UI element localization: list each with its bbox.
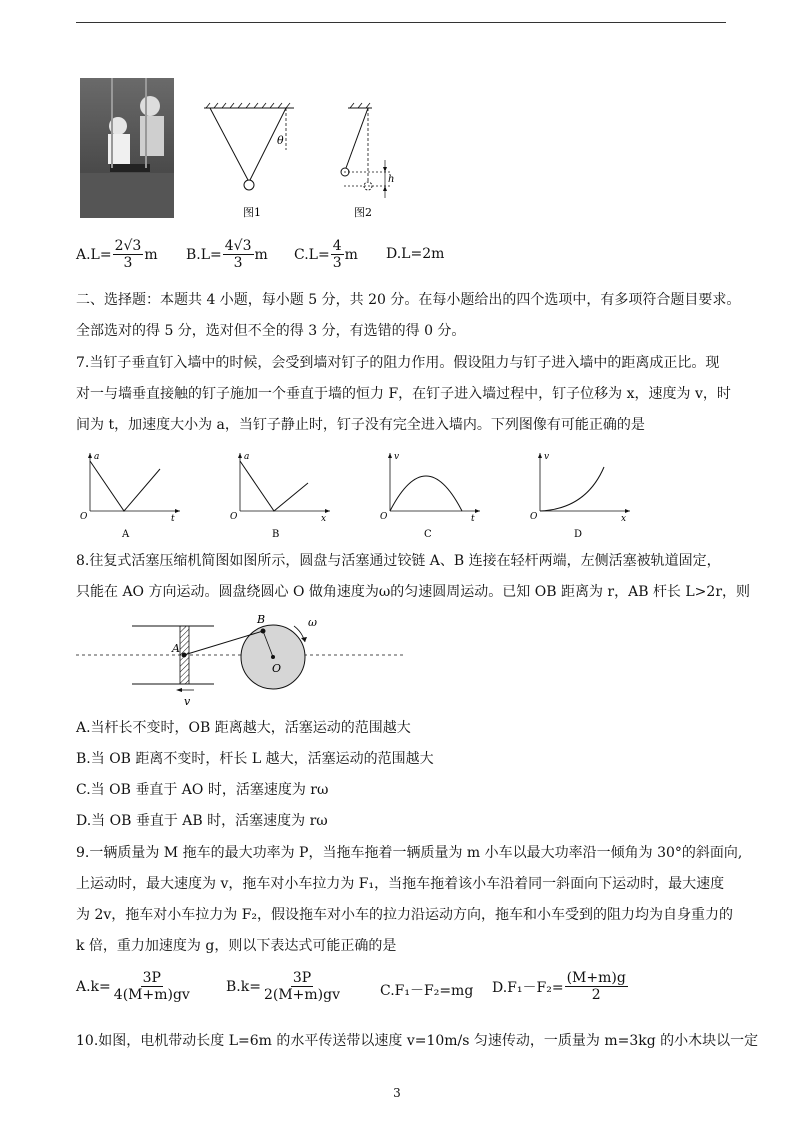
svg-text:O: O xyxy=(80,512,88,522)
q9-line-2: 上运动时，最大速度为 v，拖车对小车拉力为 F₁，当拖车拖着该小车沿着同一斜面向下运动时，最大速度 xyxy=(76,876,725,892)
svg-text:a: a xyxy=(94,452,100,462)
q7-graph-d xyxy=(526,447,636,542)
q8-option-b: B.当 OB 距离不变时，杆长 L 越大，活塞运动的范围越大 xyxy=(76,751,434,767)
figure-1 xyxy=(200,100,300,220)
q9-line-4: k 倍，重力加速度为 g，则以下表达式可能正确的是 xyxy=(76,938,397,954)
svg-text:t: t xyxy=(471,514,475,524)
label-b: B xyxy=(257,613,266,626)
h-label: h xyxy=(388,174,395,185)
label-o: O xyxy=(272,662,282,675)
q9-option-b: B.k= $\frac{3P}{2(M+m)gv}$ xyxy=(226,970,340,1003)
q7-graph-b-label: B xyxy=(272,529,280,540)
page-number: 3 xyxy=(393,1086,401,1100)
q6-option-d: D.L=2m xyxy=(386,246,445,262)
section-2-line-1: 二、选择题：本题共 4 小题，每小题 5 分，共 20 分。在每小题给出的四个选项中，有多项符合题目要求。 xyxy=(76,292,741,308)
figure-2-caption: 图2 xyxy=(354,206,372,219)
svg-text:O: O xyxy=(230,512,238,522)
svg-text:a: a xyxy=(244,452,250,462)
q7-graph-a xyxy=(76,447,186,542)
q6-option-c: C.L= $\frac{4}{3}$ m xyxy=(294,238,358,271)
q7-graph-a-label: A xyxy=(122,529,130,540)
q10-line-1: 10.如图，电机带动长度 L=6m 的水平传送带以速度 v=10m/s 匀速传动，一质量为 m=3kg 的小木块以一定 xyxy=(76,1033,759,1049)
q9-line-1: 9.一辆质量为 M 拖车的最大功率为 P，当拖车拖着一辆质量为 m 小车以最大功率沿一倾角为 30°的斜面向, xyxy=(76,845,743,861)
q9-option-d: D.F₁－F₂= $\frac{(M+m)g}{2}$ xyxy=(492,970,626,1003)
q8-line-1: 8.往复式活塞压缩机简图如图所示，圆盘与活塞通过铰链 A、B 连接在轻杆两端，左侧活塞被轨道固定， xyxy=(76,553,721,569)
svg-text:v: v xyxy=(544,452,550,462)
svg-text:t: t xyxy=(171,514,175,524)
q7-graph-b xyxy=(226,447,336,542)
q8-option-d: D.当 OB 垂直于 AB 时，活塞速度为 rω xyxy=(76,813,328,829)
q6-option-a: A.L= $\frac{2√3}{3}$ m xyxy=(76,238,158,271)
svg-text:O: O xyxy=(530,512,538,522)
q7-line-1: 7.当钉子垂直钉入墙中的时候，会受到墙对钉子的阻力作用。假设阻力与钉子进入墙中的距离成正比。现 xyxy=(76,355,720,371)
label-a: A xyxy=(172,642,180,655)
section-2-line-2: 全部选对的得 5 分，选对但不全的得 3 分，有选错的得 0 分。 xyxy=(76,323,466,339)
q9-option-c: C.F₁－F₂=mg xyxy=(380,983,474,999)
svg-text:v: v xyxy=(394,452,400,462)
q8-option-a: A.当杆长不变时，OB 距离越大，活塞运动的范围越大 xyxy=(76,720,411,736)
q7-graph-c-label: C xyxy=(424,529,432,540)
theta-label: θ xyxy=(277,134,284,147)
q7-graph-c xyxy=(376,447,486,542)
q8-option-c: C.当 OB 垂直于 AO 时，活塞速度为 rω xyxy=(76,782,329,798)
q8-piston-figure xyxy=(76,606,406,712)
q8-line-2: 只能在 AO 方向运动。圆盘绕圆心 O 做角速度为ω的匀速圆周运动。已知 OB 距离为 r，AB 杆长 L>2r，则 xyxy=(76,584,751,600)
label-omega: ω xyxy=(308,616,317,629)
q9-line-3: 为 2v，拖车对小车拉力为 F₂，假设拖车对小车的拉力沿运动方向，拖车和小车受到的阻力均为自身重力的 xyxy=(76,907,734,923)
svg-text:x: x xyxy=(321,514,327,524)
svg-text:x: x xyxy=(621,514,627,524)
q7-line-2: 对一与墙垂直接触的钉子施加一个垂直于墙的恒力 F，在钉子进入墙过程中，钉子位移为 x，速度为 v，时 xyxy=(76,386,731,402)
q7-graph-d-label: D xyxy=(574,529,583,540)
label-v: v xyxy=(184,695,191,708)
header-rule xyxy=(76,22,726,23)
figure-1-caption: 图1 xyxy=(243,206,261,219)
figure-2 xyxy=(330,100,410,220)
q6-option-b: B.L= $\frac{4√3}{3}$ m xyxy=(186,238,268,271)
swing-photo xyxy=(80,78,174,218)
svg-text:O: O xyxy=(380,512,388,522)
q9-option-a: A.k= $\frac{3P}{4(M+m)gv}$ xyxy=(76,970,190,1003)
q7-line-3: 间为 t，加速度大小为 a，当钉子静止时，钉子没有完全进入墙内。下列图像有可能正确的是 xyxy=(76,417,645,433)
